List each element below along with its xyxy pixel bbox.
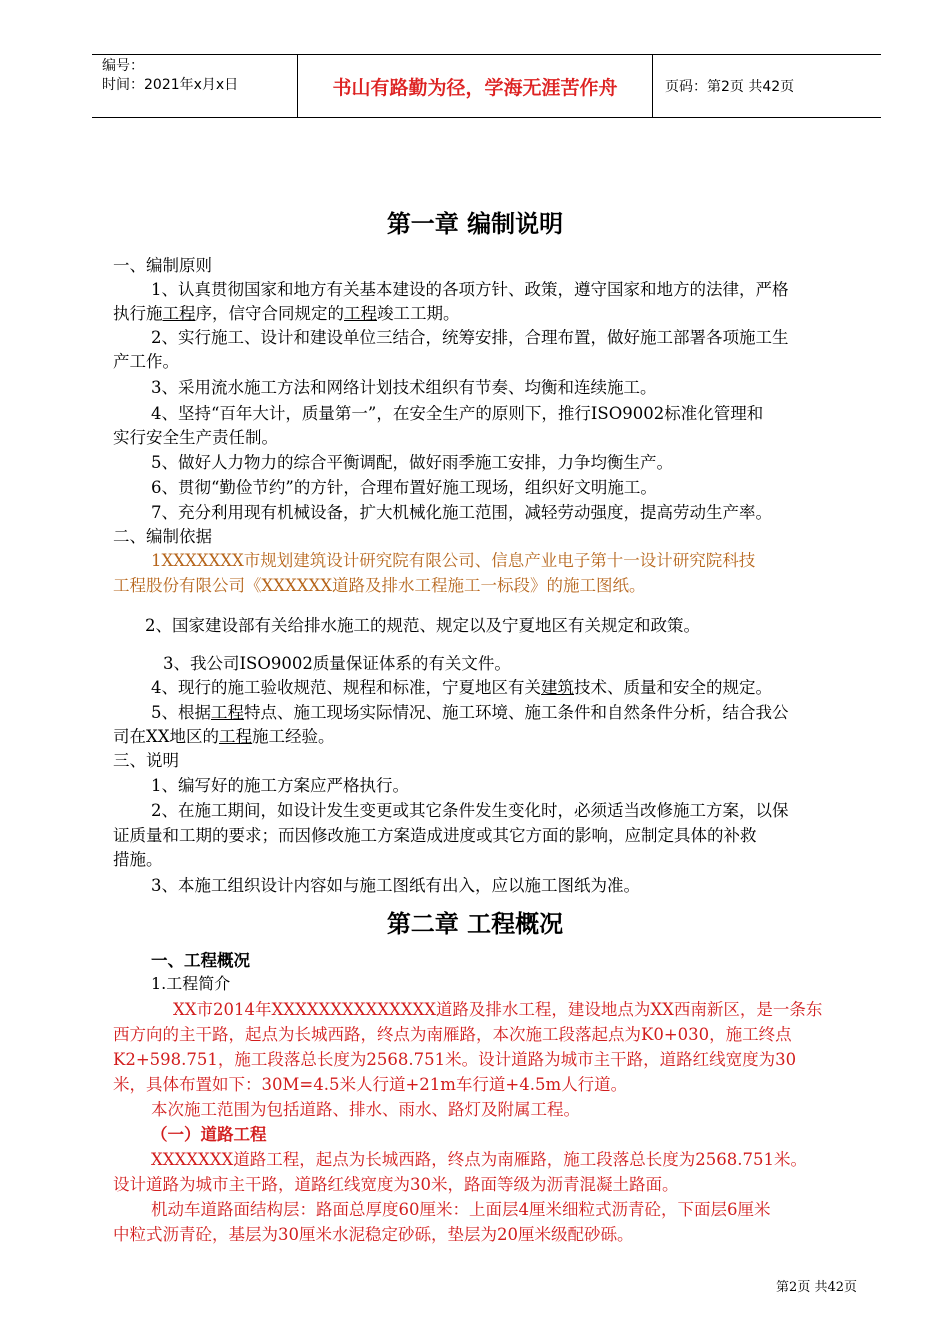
paragraph-line: 中粒式沥青砼，基层为30厘米水泥稳定砂砾，垫层为20厘米级配砂砾。	[113, 1225, 634, 1244]
underlined-link: 工程	[344, 304, 377, 323]
paragraph-line: 6、贯彻“勤俭节约”的方针，合理布置好施工现场，组织好文明施工。	[151, 478, 657, 497]
paragraph-line: 1、编写好的施工方案应严格执行。	[151, 776, 409, 795]
paragraph-line: 3、采用流水施工方法和网络计划技术组织有节奏、均衡和连续施工。	[151, 378, 657, 397]
page-header	[92, 54, 881, 118]
chapter2-title: 第二章 工程概况	[386, 910, 564, 938]
chapter1-title: 第一章 编制说明	[386, 210, 564, 238]
header-page-number: 页码：第2页 共42页	[665, 79, 795, 95]
paragraph-line: 5、做好人力物力的综合平衡调配，做好雨季施工安排，力争均衡生产。	[151, 453, 673, 472]
code-label: 编号：	[102, 58, 144, 74]
text-span: 技术、质量和安全的规定。	[574, 678, 772, 697]
paragraph-line: 机动车道路面结构层：路面总厚度60厘米：上面层4厘米细粒式沥青砼，下面层6厘米	[151, 1200, 771, 1219]
underlined-link: 工程	[219, 727, 252, 746]
header-motto: 书山有路勤为径，学海无涯苦作舟	[297, 55, 653, 117]
paragraph-line: 2、在施工期间，如设计发生变更或其它条件发生变化时，必须适当改修施工方案，以保	[151, 801, 789, 820]
paragraph-line: 1XXXXXXX市规划建筑设计研究院有限公司、信息产业电子第十一设计研究院科技	[151, 551, 756, 570]
subsection-heading: （一）道路工程	[151, 1125, 267, 1144]
text-span: 司在XX地区的	[113, 727, 219, 746]
section-heading: 二、编制依据	[113, 527, 212, 546]
paragraph-line: 本次施工范围为包括道路、排水、雨水、路灯及附属工程。	[151, 1100, 580, 1119]
section-heading: 一、工程概况	[151, 951, 250, 970]
text-span: 4、现行的施工验收规范、规程和标准，宁夏地区有关	[151, 678, 541, 697]
underlined-link: 工程	[211, 703, 244, 722]
paragraph-line: 米，具体布置如下：30M=4.5米人行道+21m车行道+4.5m人行道。	[113, 1075, 628, 1094]
text-span: 施工经验。	[252, 727, 335, 746]
text-span: 竣工工期。	[377, 304, 460, 323]
paragraph-line: XX市2014年XXXXXXXXXXXXXX道路及排水工程，建设地点为XX西南新区，是一条东	[173, 1000, 823, 1019]
section-heading: 一、编制原则	[113, 256, 212, 275]
text-span: 序，信守合同规定的	[195, 304, 344, 323]
text-span: 5、根据	[151, 703, 211, 722]
underlined-link: 建筑	[541, 678, 574, 697]
paragraph-line: 3、我公司ISO9002质量保证体系的有关文件。	[163, 654, 511, 673]
paragraph-line: 措施。	[113, 850, 163, 869]
underlined-link: 工程	[162, 304, 196, 323]
time-label: 时间：2021年x月x日	[102, 77, 239, 93]
paragraph-line: 产工作。	[113, 352, 179, 371]
paragraph-line: XXXXXXX道路工程，起点为长城西路，终点为南雁路，施工段落总长度为2568.751米。	[151, 1150, 807, 1169]
paragraph-line	[113, 723, 873, 747]
paragraph-line: 3、本施工组织设计内容如与施工图纸有出入，应以施工图纸为准。	[151, 876, 640, 895]
paragraph-line: 4、坚持“百年大计，质量第一”，在安全生产的原则下，推行ISO9002标准化管理和	[151, 404, 764, 423]
text-span: 特点、施工现场实际情况、施工环境、施工条件和自然条件分析，结合我公	[244, 703, 789, 722]
paragraph-line	[151, 674, 911, 698]
paragraph-line	[151, 699, 911, 723]
subsection-heading: 1.工程简介	[151, 974, 231, 993]
paragraph-line: 设计道路为城市主干路，道路红线宽度为30米，路面等级为沥青混凝土路面。	[113, 1175, 679, 1194]
header-meta	[102, 57, 238, 95]
text-span: 执行施	[113, 304, 163, 323]
paragraph-line: 7、充分利用现有机械设备，扩大机械化施工范围，减轻劳动强度，提高劳动生产率。	[151, 503, 772, 522]
paragraph-line	[113, 300, 873, 324]
paragraph-line: 2、实行施工、设计和建设单位三结合，统筹安排，合理布置，做好施工部署各项施工生	[151, 328, 789, 347]
paragraph-line: 西方向的主干路，起点为长城西路，终点为南雁路，本次施工段落起点为K0+030，施工终点	[113, 1025, 792, 1044]
footer-page-number: 第2页 共42页	[776, 1280, 857, 1295]
paragraph-line: 工程股份有限公司《XXXXXX道路及排水工程施工一标段》的施工图纸。	[113, 576, 646, 595]
paragraph-line: K2+598.751，施工段落总长度为2568.751米。设计道路为城市主干路，道路红线宽度为30	[113, 1050, 797, 1069]
paragraph-line: 实行安全生产责任制。	[113, 428, 278, 447]
paragraph-line: 2、国家建设部有关给排水施工的规范、规定以及宁夏地区有关规定和政策。	[145, 616, 700, 635]
section-heading: 三、说明	[113, 751, 179, 770]
paragraph-line: 证质量和工期的要求；而因修改施工方案造成进度或其它方面的影响，应制定具体的补救	[113, 826, 757, 845]
paragraph-line: 1、认真贯彻国家和地方有关基本建设的各项方针、政策，遵守国家和地方的法律，严格	[151, 280, 789, 299]
